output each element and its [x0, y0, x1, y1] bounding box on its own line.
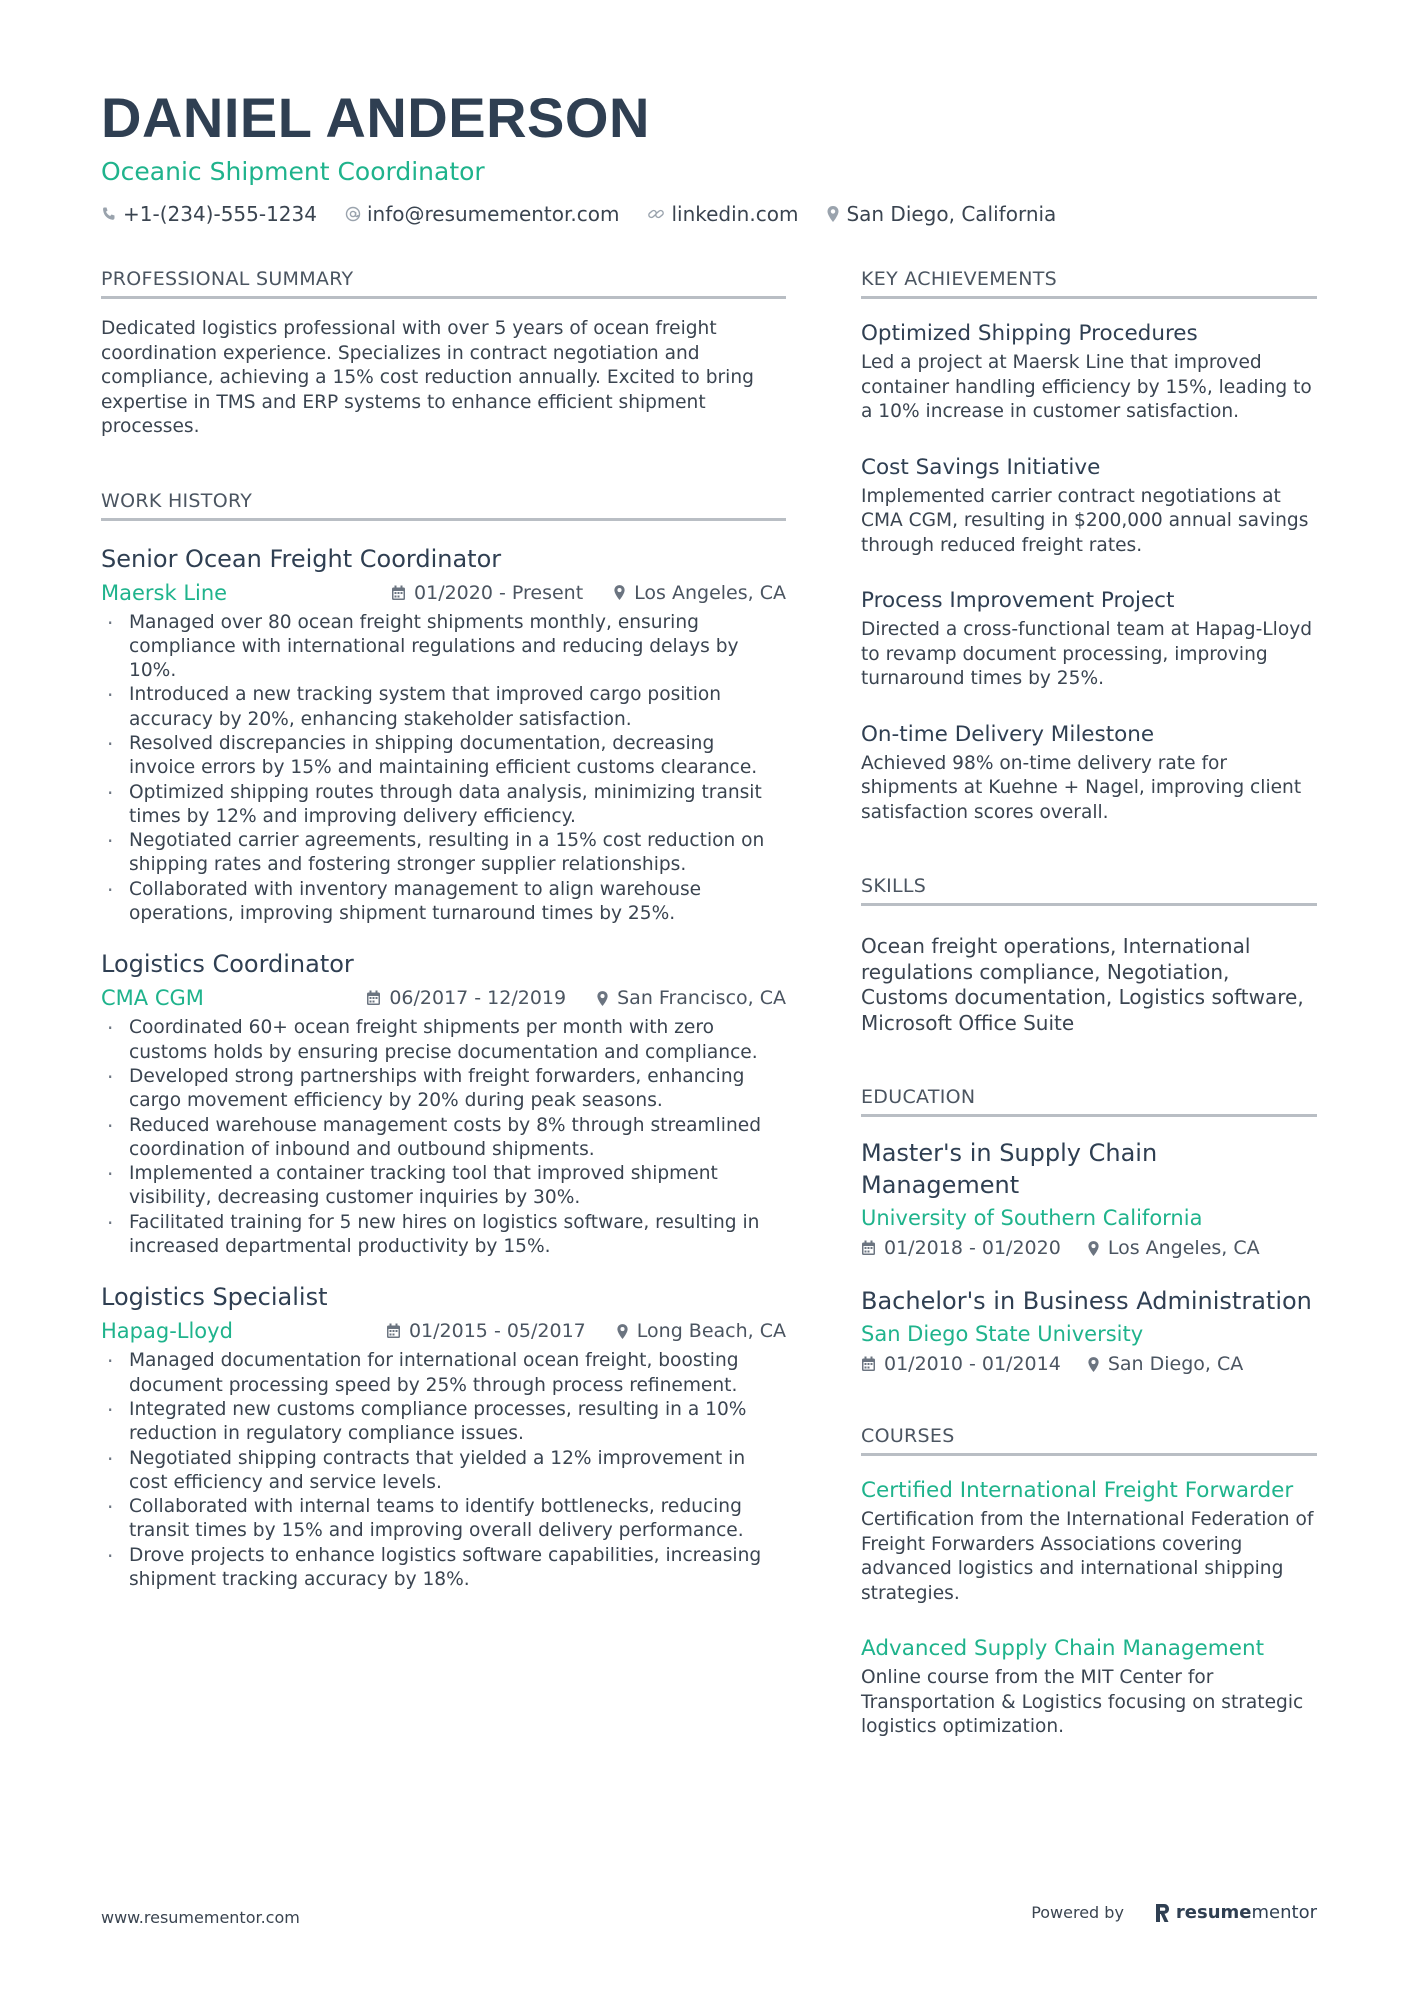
job-bullet: · Developed strong partnerships with freight forwarders, enhancing cargo movement efficiency by 20% during peak seasons. — [101, 1065, 786, 1114]
job-location — [613, 579, 786, 607]
job-bullet: · Collaborated with internal teams to identify bottlenecks, reducing transit times by 15% and improving overall delivery performance. — [101, 1495, 786, 1544]
location-pin-icon — [616, 1323, 629, 1340]
job-bullet: · Implemented a container tracking tool that improved shipment visibility, decreasing customer inquiries by 30%. — [101, 1162, 786, 1211]
education-degree: Bachelor's in Business Administration — [861, 1287, 1312, 1315]
education-dates — [861, 1353, 1061, 1375]
job-dates-text: 01/2020 - Present — [414, 581, 584, 604]
job-bullet: · Managed over 80 ocean freight shipments monthly, ensuring compliance with international regulations and reducing delays by 10%. — [101, 611, 786, 684]
education-location — [1087, 1353, 1243, 1375]
job-bullet: · Managed documentation for international ocean freight, boosting document processing speed by 25% through process refinement. — [101, 1349, 786, 1398]
courses-list — [861, 1476, 1317, 1740]
candidate-name: DANIEL ANDERSON — [101, 86, 650, 149]
achievement-desc: Directed a cross-functional team at Hapag-Lloyd to revamp document processing, improving turnaround times by 25%. — [861, 619, 1313, 689]
achievements-list — [861, 319, 1317, 825]
link-icon — [647, 206, 665, 222]
job-meta-right — [366, 984, 786, 1012]
contact-bar — [101, 202, 1321, 226]
achievement-desc: Led a project at Maersk Line that improved container handling efficiency by 15%, leading to a 10% increase in customer satisfaction. — [861, 352, 1312, 422]
education-dates — [861, 1237, 1061, 1259]
job-location-text: San Francisco, CA — [617, 987, 786, 1010]
job-meta-right — [391, 579, 786, 607]
candidate-role: Oceanic Shipment Coordinator — [101, 157, 485, 186]
job-entry — [101, 543, 786, 927]
footer-branding — [1031, 1902, 1317, 1923]
job-location-text: Long Beach, CA — [636, 1320, 786, 1343]
location-pin-icon — [826, 205, 840, 223]
education-dates-text: 01/2018 - 01/2020 — [884, 1237, 1061, 1259]
education-list — [861, 1137, 1317, 1375]
jobs-list — [101, 543, 786, 1593]
resumementor-logo-icon — [1154, 1903, 1170, 1923]
job-meta-right — [386, 1317, 786, 1345]
brand-light-text: mentor — [1251, 1902, 1317, 1923]
skills-text: Ocean freight operations, International regulations compliance, Negotiation, Customs documentation, Logistics software, Microsoft Office Suite — [861, 934, 1304, 1035]
job-bullet: · Drove projects to enhance logistics software capabilities, increasing shipment tracking accuracy by 18%. — [101, 1544, 786, 1593]
job-bullet: · Optimized shipping routes through data analysis, minimizing transit times by 12% and improving delivery efficiency. — [101, 781, 786, 830]
education-item — [861, 1137, 1317, 1259]
education-degree: Master's in Supply Chain Management — [861, 1139, 1158, 1199]
job-bullet: · Facilitated training for 5 new hires on logistics software, resulting in increased departmental productivity by 15%. — [101, 1211, 786, 1260]
job-bullets — [101, 611, 786, 927]
contact-phone-text: +1-(234)-555-1234 — [123, 202, 317, 226]
job-title: Senior Ocean Freight Coordinator — [101, 544, 502, 573]
footer-website[interactable]: www.resumementor.com — [101, 1908, 300, 1927]
job-company: Maersk Line — [101, 580, 228, 605]
achievement-desc: Achieved 98% on-time delivery rate for shipments at Kuehne + Nagel, improving client satisfaction scores overall. — [861, 752, 1302, 823]
work-history-heading: WORK HISTORY — [101, 490, 786, 521]
calendar-icon — [386, 1323, 401, 1339]
education-dates-text: 01/2010 - 01/2014 — [884, 1353, 1061, 1375]
contact-linkedin-text: linkedin.com — [671, 202, 799, 226]
job-bullet: · Introduced a new tracking system that improved cargo position accuracy by 20%, enhancing stakeholder satisfaction. — [101, 683, 786, 732]
brand-link[interactable] — [1154, 1902, 1317, 1923]
job-company: CMA CGM — [101, 986, 204, 1011]
brand-bold-text: resume — [1175, 1902, 1252, 1923]
job-location — [596, 984, 786, 1012]
education-school: University of Southern California — [861, 1206, 1203, 1230]
job-company: Hapag-Lloyd — [101, 1319, 233, 1344]
achievement-item — [861, 319, 1317, 425]
job-bullet: · Negotiated carrier agreements, resulting in a 15% cost reduction on shipping rates and fostering stronger supplier relationships. — [101, 829, 786, 878]
left-column — [101, 268, 786, 1592]
job-bullets — [101, 1016, 786, 1259]
location-pin-icon — [1087, 1240, 1100, 1257]
achievement-title: Process Improvement Project — [861, 588, 1175, 613]
job-title: Logistics Specialist — [101, 1283, 328, 1312]
powered-by-label: Powered by — [1031, 1903, 1124, 1922]
skills-heading: SKILLS — [861, 875, 1317, 906]
job-meta — [101, 984, 786, 1012]
achievement-title: Optimized Shipping Procedures — [861, 321, 1198, 346]
course-desc: Online course from the MIT Center for Transportation & Logistics focusing on strategic logistics optimization. — [861, 1667, 1304, 1737]
right-column — [861, 268, 1317, 1740]
job-bullet: · Negotiated shipping contracts that yielded a 12% improvement in cost efficiency and service levels. — [101, 1447, 786, 1496]
job-meta — [101, 1317, 786, 1345]
job-bullet: · Resolved discrepancies in shipping documentation, decreasing invoice errors by 15% and maintaining efficient customs clearance. — [101, 732, 786, 781]
job-dates — [366, 984, 566, 1012]
job-dates — [391, 579, 583, 607]
education-location-text: San Diego, CA — [1107, 1353, 1244, 1375]
achievement-item — [861, 586, 1317, 692]
contact-email[interactable] — [345, 202, 619, 226]
courses-heading: COURSES — [861, 1425, 1317, 1456]
resume-header — [101, 82, 1321, 226]
summary-text: Dedicated logistics professional with over 5 years of ocean freight coordination experience. Specializes in contract negotiation and compliance, achieving a 15% cost reduction annually. Excited to bring expertise in TMS and ERP systems to enhance efficient shipment processes. — [101, 318, 754, 437]
job-title: Logistics Coordinator — [101, 950, 354, 979]
course-desc: Certification from the International Federation of Freight Forwarders Associations covering advanced logistics and international shipping strategies. — [861, 1509, 1314, 1604]
contact-location-text: San Diego, California — [846, 202, 1057, 226]
location-pin-icon — [613, 584, 626, 601]
job-entry — [101, 948, 786, 1259]
achievement-desc: Implemented carrier contract negotiations at CMA CGM, resulting in $200,000 annual savings through reduced freight rates. — [861, 485, 1309, 556]
contact-phone[interactable] — [101, 202, 317, 226]
calendar-icon — [861, 1356, 876, 1372]
course-title: Certified International Freight Forwarder — [861, 1478, 1294, 1503]
job-bullet: · Coordinated 60+ ocean freight shipments per month with zero customs holds by ensuring precise documentation and compliance. — [101, 1016, 786, 1065]
job-dates-text: 06/2017 - 12/2019 — [389, 987, 567, 1010]
job-dates-text: 01/2015 - 05/2017 — [408, 1320, 586, 1343]
location-pin-icon — [596, 990, 609, 1007]
contact-linkedin[interactable] — [647, 202, 798, 226]
education-heading: EDUCATION — [861, 1086, 1317, 1117]
job-entry — [101, 1281, 786, 1592]
at-icon — [345, 206, 361, 222]
contact-location — [826, 202, 1056, 226]
achievement-item — [861, 720, 1317, 826]
job-bullet: · Collaborated with inventory management to align warehouse operations, improving shipment turnaround times by 25%. — [101, 878, 786, 927]
calendar-icon — [366, 990, 381, 1006]
job-bullets — [101, 1349, 786, 1592]
job-dates — [386, 1317, 586, 1345]
achievement-title: Cost Savings Initiative — [861, 454, 1101, 480]
course-title: Advanced Supply Chain Management — [861, 1636, 1265, 1661]
education-item — [861, 1285, 1317, 1375]
job-location — [616, 1317, 786, 1345]
education-location-text: Los Angeles, CA — [1107, 1237, 1260, 1259]
contact-email-text: info@resumementor.com — [366, 202, 620, 226]
job-bullet: · Reduced warehouse management costs by 8% through streamlined coordination of inbound and outbound shipments. — [101, 1114, 786, 1163]
phone-icon — [101, 206, 117, 222]
calendar-icon — [391, 585, 406, 601]
job-bullet: · Integrated new customs compliance processes, resulting in a 10% reduction in regulatory compliance issues. — [101, 1398, 786, 1447]
location-pin-icon — [1087, 1356, 1100, 1373]
job-meta — [101, 579, 786, 607]
course-item — [861, 1476, 1317, 1606]
achievement-title: On-time Delivery Milestone — [861, 721, 1155, 747]
job-location-text: Los Angeles, CA — [634, 581, 786, 604]
education-school: San Diego State University — [861, 1322, 1144, 1346]
calendar-icon — [861, 1240, 876, 1256]
education-meta — [861, 1237, 1317, 1259]
achievements-heading: KEY ACHIEVEMENTS — [861, 268, 1317, 299]
course-item — [861, 1634, 1317, 1740]
education-meta — [861, 1353, 1317, 1375]
summary-heading: PROFESSIONAL SUMMARY — [101, 268, 786, 299]
achievement-item — [861, 453, 1317, 559]
education-location — [1087, 1237, 1260, 1259]
